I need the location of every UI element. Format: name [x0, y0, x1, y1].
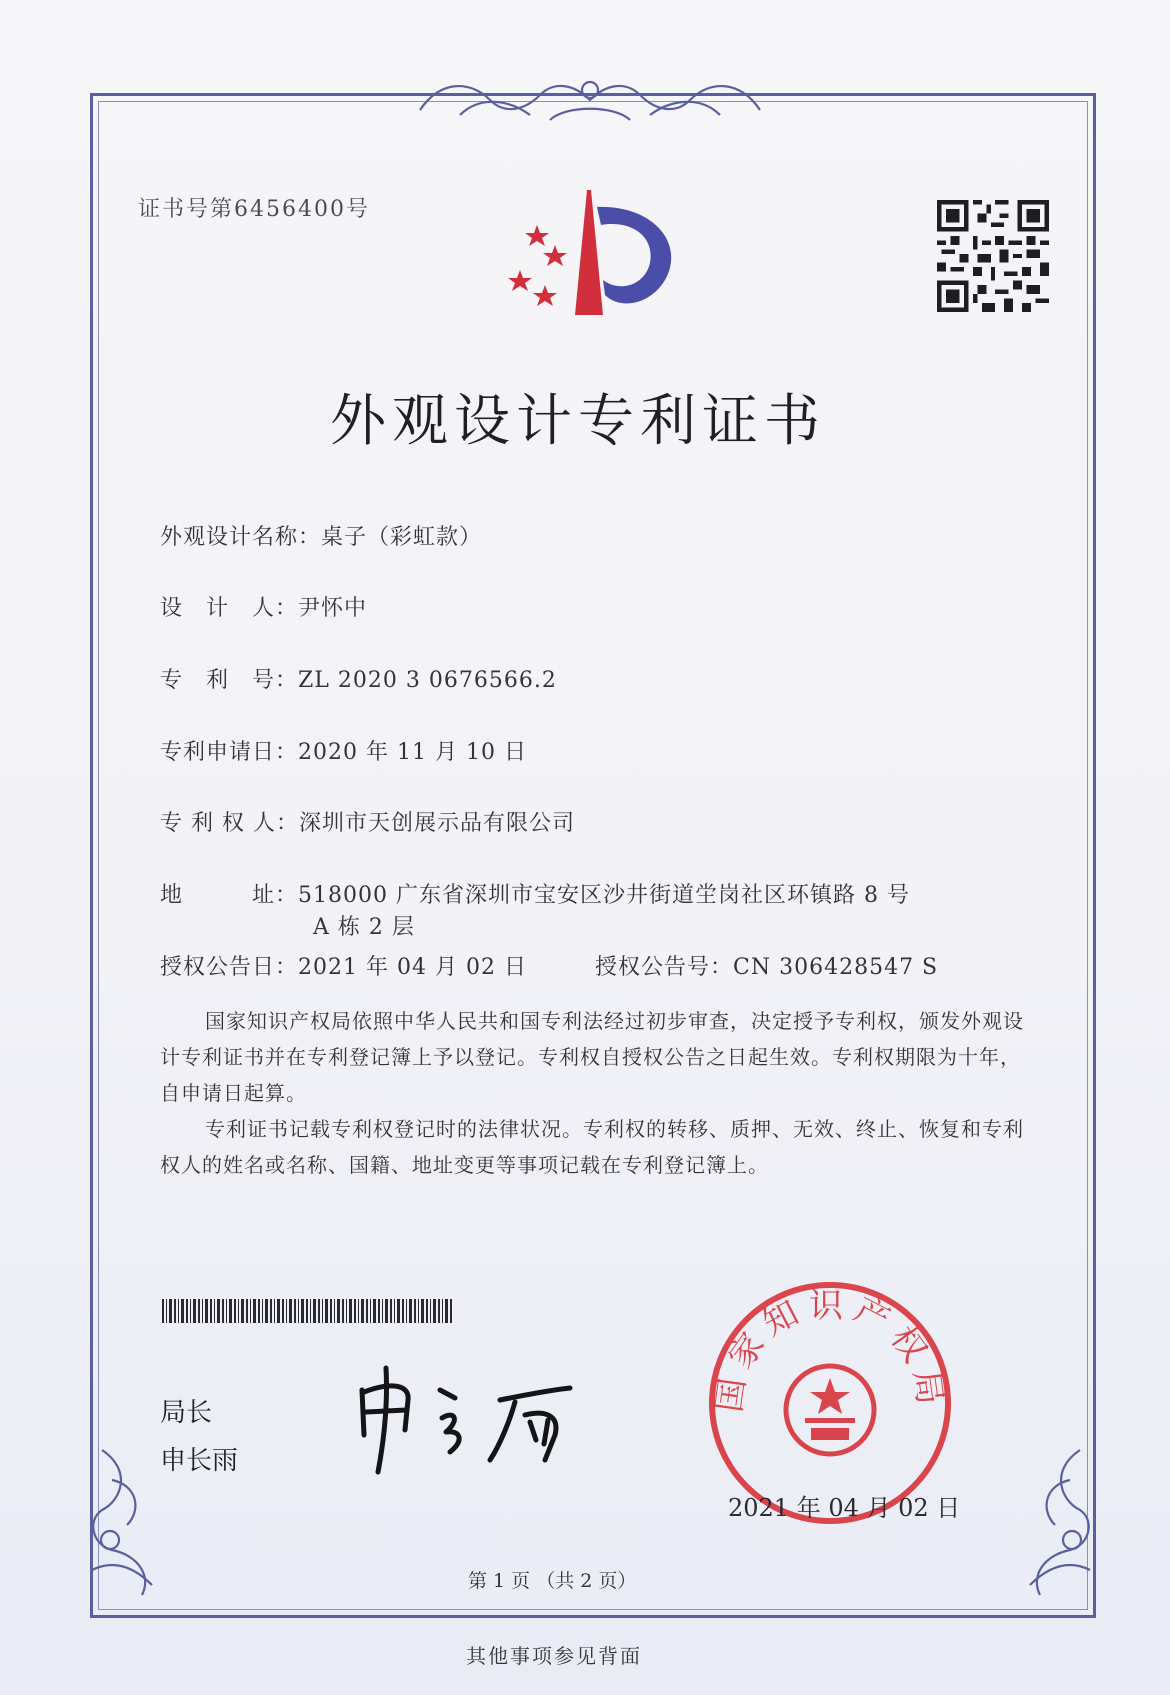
top-ornament	[400, 70, 780, 130]
grant-date-label: 授权公告日：	[160, 955, 299, 980]
address-value-line2: A 栋 2 层	[313, 915, 415, 940]
chief-title: 局长	[160, 1398, 213, 1428]
patent-number-row	[160, 663, 557, 694]
grant-number-row	[595, 950, 938, 981]
grant-number-label: 授权公告号：	[595, 955, 734, 980]
designer-value: 尹怀中	[298, 596, 368, 621]
legal-paragraph-1: 国家知识产权局依照中华人民共和国专利法经过初步审查，决定授予专利权，颁发外观设计专利证书并在专利登记簿上予以登记。专利权自授权公告之日起生效。专利权期限为十年，自申请日起算。	[160, 1009, 1024, 1105]
cnipa-logo	[505, 185, 685, 325]
seal-date: 2021 年 04 月 02 日	[728, 1494, 961, 1522]
patentee-value: 深圳市天创展示品有限公司	[298, 811, 575, 836]
address-value-line1: 518000 广东省深圳市宝安区沙井街道坣岗社区环镇路 8 号	[298, 883, 910, 908]
design-name-label: 外观设计名称：	[160, 525, 322, 550]
grant-date-row	[160, 950, 527, 981]
designer-row	[160, 591, 367, 622]
address-label: 地 址：	[160, 883, 299, 908]
design-name-value: 桌子（彩虹款）	[321, 525, 483, 550]
certificate-title: 外观设计专利证书	[330, 389, 826, 454]
address-row	[160, 878, 910, 909]
grant-number-value: CN 306428547 S	[733, 955, 939, 980]
grant-date-value: 2021 年 04 月 02 日	[298, 955, 527, 980]
page-number: 第 1 页 （共 2 页）	[468, 1570, 637, 1592]
design-name-row	[160, 520, 482, 551]
footer-note: 其他事项参见背面	[466, 1644, 642, 1668]
qr-code	[937, 200, 1049, 312]
handwritten-signature	[350, 1360, 600, 1480]
patentee-row	[160, 806, 575, 837]
patent-number-label: 专 利 号：	[160, 668, 299, 693]
patentee-label: 专 利 权 人：	[160, 811, 299, 836]
certificate-number: 证书号第6456400号	[138, 197, 370, 222]
legal-paragraph-2: 专利证书记载专利权登记时的法律状况。专利权的转移、质押、无效、终止、恢复和专利权人的姓名或名称、国籍、地址变更等事项记载在专利登记簿上。	[160, 1117, 1024, 1177]
filing-date-row	[160, 735, 527, 766]
filing-date-label: 专利申请日：	[160, 740, 299, 765]
barcode	[162, 1299, 454, 1323]
legal-text	[160, 1003, 1028, 1183]
filing-date-value: 2020 年 11 月 10 日	[298, 740, 527, 765]
chief-name: 申长雨	[160, 1446, 239, 1476]
svg-text:国家知识产权局: 国家知识产权局	[709, 1285, 951, 1415]
patent-number-value: ZL 2020 3 0676566.2	[298, 668, 557, 693]
designer-label: 设 计 人：	[160, 596, 299, 621]
bottom-right-ornament	[1000, 1440, 1100, 1600]
